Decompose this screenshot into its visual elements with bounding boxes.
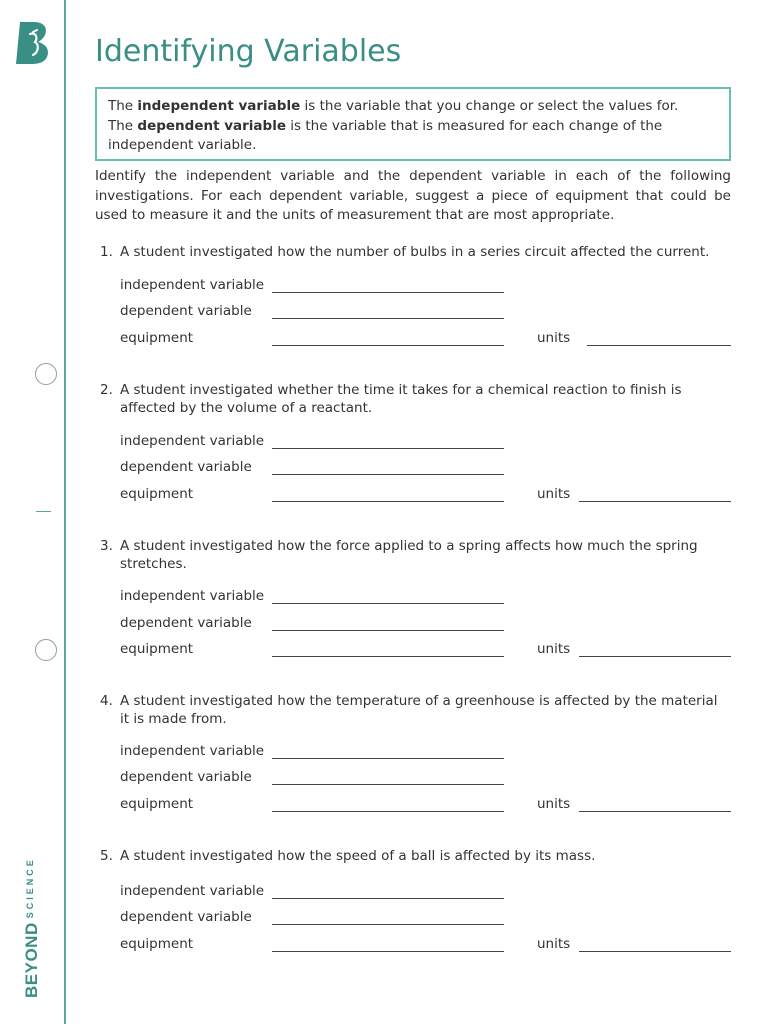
instructions: Identify the independent variable and the dependent variable in each of the following investigations. For each dependent variable, suggest a piece of equipment that could be used to measure it and the units of measurement that are most appropriate. xyxy=(95,168,731,223)
equipment-label: equipment xyxy=(120,796,194,812)
term-independent: independent variable xyxy=(137,98,301,114)
dependent-variable-label: dependent variable xyxy=(120,459,252,475)
independent-variable-answer-line[interactable] xyxy=(272,758,504,759)
independent-variable-row xyxy=(120,432,731,452)
brand-wordmark xyxy=(22,857,42,998)
dependent-variable-row xyxy=(120,458,731,478)
question-number: 5. xyxy=(100,848,113,864)
brand-word-beyond: BEYOND xyxy=(22,922,41,998)
independent-variable-row xyxy=(120,882,731,902)
punch-hole xyxy=(35,363,57,385)
equipment-row xyxy=(120,640,731,660)
equipment-label: equipment xyxy=(120,641,194,657)
independent-variable-label: independent variable xyxy=(120,277,265,293)
independent-variable-row xyxy=(120,276,731,296)
term-dependent: dependent variable xyxy=(137,117,286,134)
question-number: 3. xyxy=(100,538,113,554)
units-answer-line[interactable] xyxy=(587,345,731,346)
brand-word-science: SCIENCE xyxy=(25,857,35,919)
independent-variable-row xyxy=(120,587,731,607)
equipment-row xyxy=(120,795,731,815)
dependent-variable-label: dependent variable xyxy=(120,769,252,785)
page-title: Identifying Variables xyxy=(95,34,402,69)
equipment-row xyxy=(120,329,731,349)
dependent-variable-answer-line[interactable] xyxy=(272,318,504,319)
units-label: units xyxy=(537,641,571,657)
independent-variable-row xyxy=(120,742,731,762)
dependent-variable-answer-line[interactable] xyxy=(272,474,504,475)
independent-variable-answer-line[interactable] xyxy=(272,292,504,293)
independent-variable-label: independent variable xyxy=(120,743,265,759)
question-text: A student investigated whether the time it takes for a chemical reaction to finish is affected by the volume of a reactant. xyxy=(120,382,682,416)
dependent-variable-label: dependent variable xyxy=(120,615,252,631)
dependent-variable-answer-line[interactable] xyxy=(272,924,504,925)
equipment-label: equipment xyxy=(120,486,194,502)
equipment-answer-line[interactable] xyxy=(272,811,504,812)
equipment-label: equipment xyxy=(120,936,194,952)
equipment-label: equipment xyxy=(120,330,194,346)
units-label: units xyxy=(537,486,571,502)
question-number: 1. xyxy=(100,244,113,260)
independent-variable-answer-line[interactable] xyxy=(272,448,504,449)
units-answer-line[interactable] xyxy=(579,656,731,657)
units-label: units xyxy=(537,330,571,346)
independent-variable-label: independent variable xyxy=(120,588,265,604)
dependent-variable-label: dependent variable xyxy=(120,303,252,319)
independent-variable-answer-line[interactable] xyxy=(272,603,504,604)
equipment-answer-line[interactable] xyxy=(272,951,504,952)
dependent-variable-row xyxy=(120,768,731,788)
definition-dependent: The dependent variable is the variable that is measured for each change of the independent variable. xyxy=(108,117,663,153)
independent-variable-answer-line[interactable] xyxy=(272,898,504,899)
dependent-variable-label: dependent variable xyxy=(120,909,252,925)
definition-independent: The independent variable is the variable that you change or select the values for. xyxy=(108,98,679,114)
equipment-answer-line[interactable] xyxy=(272,345,504,346)
equipment-row xyxy=(120,935,731,955)
question-number: 2. xyxy=(100,382,113,398)
definition-box xyxy=(95,87,731,161)
units-answer-line[interactable] xyxy=(579,811,731,812)
equipment-answer-line[interactable] xyxy=(272,501,504,502)
question-text: A student investigated how the number of bulbs in a series circuit affected the current. xyxy=(120,244,710,260)
punch-hole xyxy=(35,639,57,661)
dependent-variable-row xyxy=(120,908,731,928)
question-text: A student investigated how the speed of a ball is affected by its mass. xyxy=(120,848,596,864)
question-text: A student investigated how the temperature of a greenhouse is affected by the material it is made from. xyxy=(120,693,718,727)
dependent-variable-answer-line[interactable] xyxy=(272,630,504,631)
independent-variable-label: independent variable xyxy=(120,883,265,899)
question-number: 4. xyxy=(100,693,113,709)
margin-line xyxy=(64,0,66,1024)
dependent-variable-row xyxy=(120,614,731,634)
dependent-variable-row xyxy=(120,302,731,322)
units-answer-line[interactable] xyxy=(579,951,731,952)
fold-mark xyxy=(36,511,51,512)
units-answer-line[interactable] xyxy=(579,501,731,502)
units-label: units xyxy=(537,796,571,812)
independent-variable-label: independent variable xyxy=(120,433,265,449)
question-text: A student investigated how the force applied to a spring affects how much the spring stretches. xyxy=(120,538,698,572)
equipment-answer-line[interactable] xyxy=(272,656,504,657)
units-label: units xyxy=(537,936,571,952)
dependent-variable-answer-line[interactable] xyxy=(272,784,504,785)
beyond-logo-icon xyxy=(14,20,52,66)
equipment-row xyxy=(120,485,731,505)
